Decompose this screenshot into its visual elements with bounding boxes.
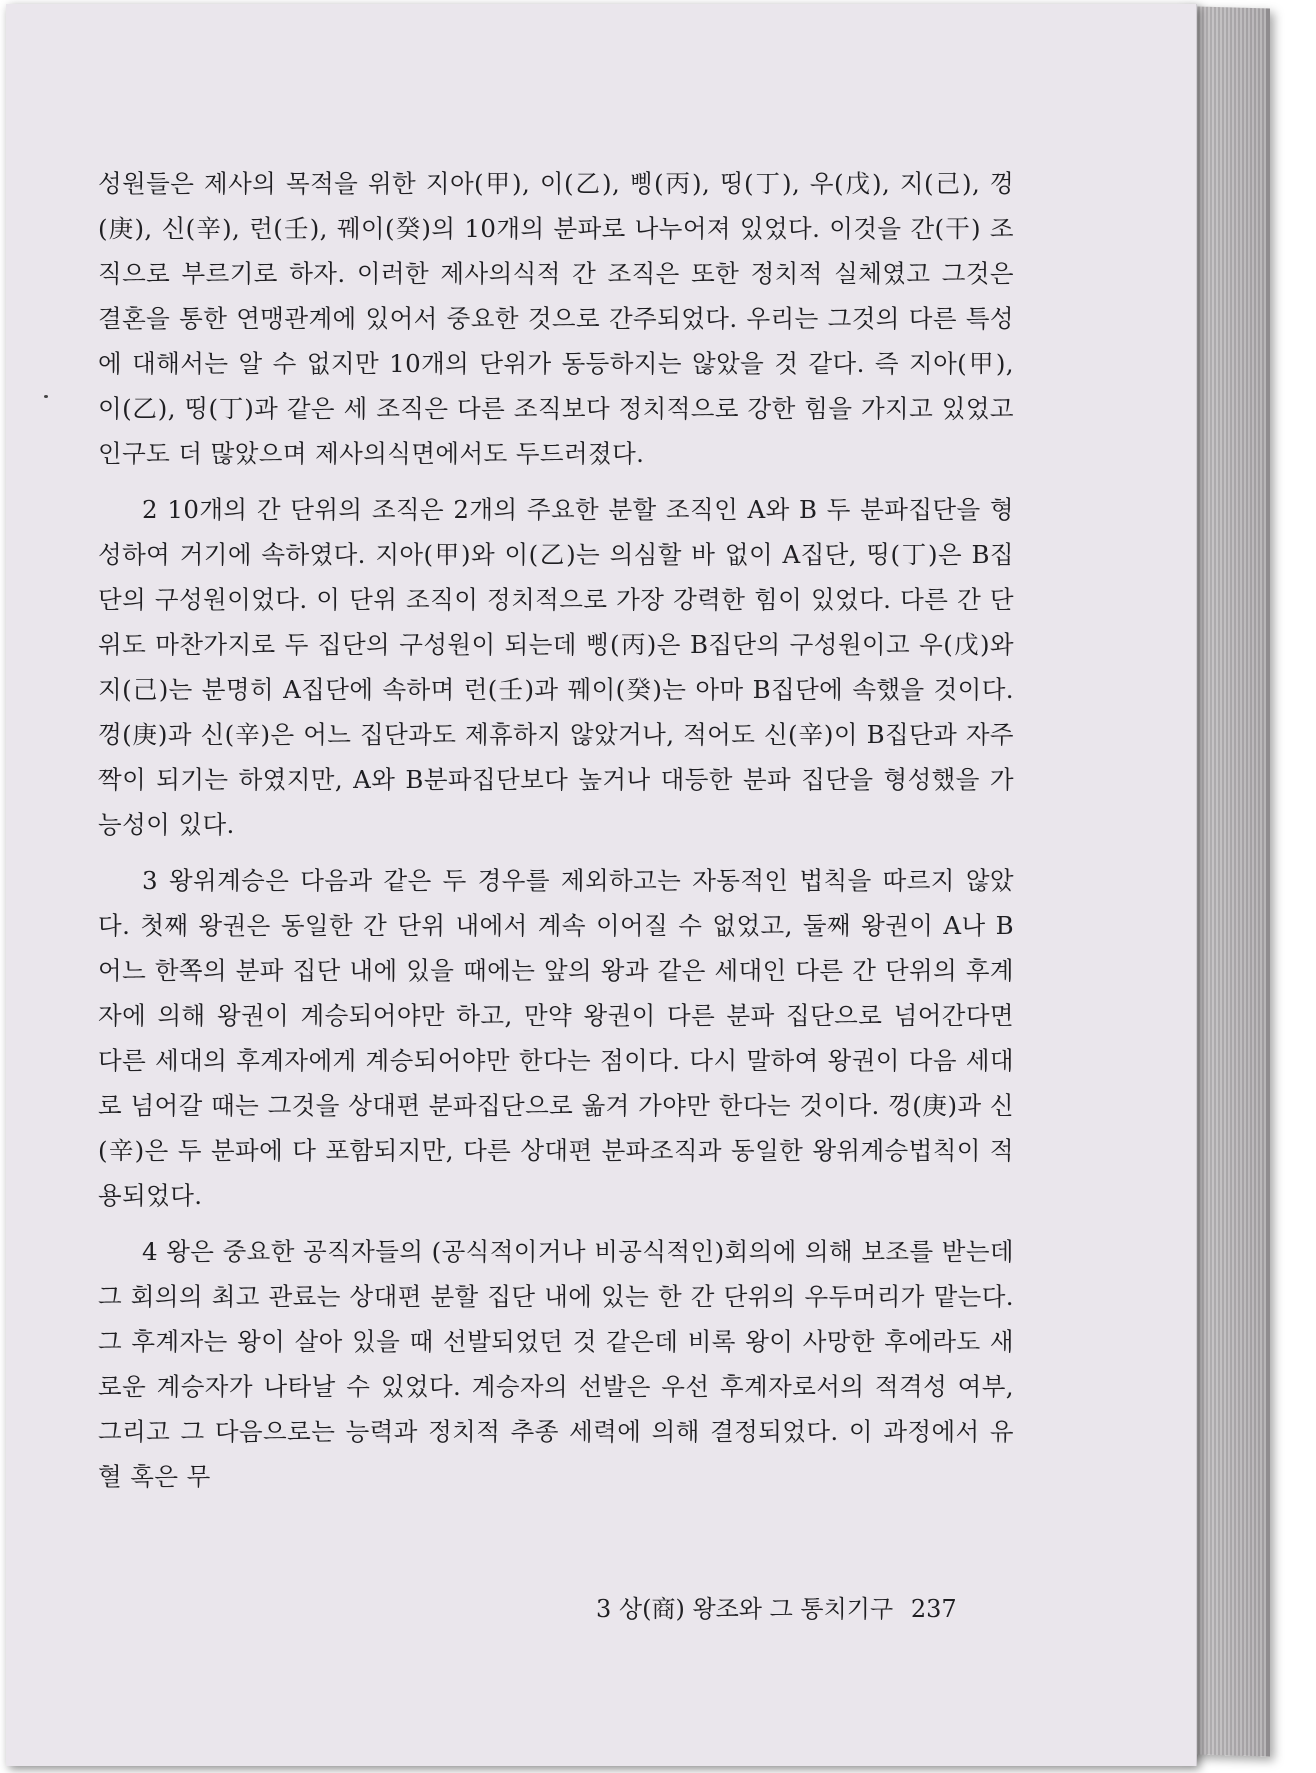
paragraph-1: 성원들은 제사의 목적을 위한 지아(甲), 이(乙), 삥(丙), 띵(丁), 우(戊), 지(己), 껑(庚), 신(辛), 런(壬), 꿰이(癸)의 10개의 분파로 나누어져 있었다. 이것을 간(干) 조직으로 부르기로 하자. 이러한 제사의식적 간 조직은 또한 정치적 실체였고 그것은 결혼을 통한 연맹관계에 있어서 중요한 것으로 간주되었다. 우리는 그것의 다른 특성에 대해서는 알 수 없지만 10개의 단위가 동등하지는 않았을 것 같다. 즉 지아(甲), 이(乙), 띵(丁)과 같은 세 조직은 다른 조직보다 정치적으로 강한 힘을 가지고 있었고 인구도 더 많았으며 제사의식면에서도 두드러졌다. (98, 169, 1014, 468)
book-page (6, 4, 1197, 1766)
page-footer (596, 1594, 1016, 1624)
paragraph-2: 2 10개의 간 단위의 조직은 2개의 주요한 분할 조직인 A와 B 두 분파집단을 형성하여 거기에 속하였다. 지아(甲)와 이(乙)는 의심할 바 없이 A집단, 띵(丁)은 B집단의 구성원이었다. 이 단위 조직이 정치적으로 가장 강력한 힘이 있었다. 다른 간 단위도 마찬가지로 두 집단의 구성원이 되는데 삥(丙)은 B집단의 구성원이고 우(戊)와 지(己)는 분명히 A집단에 속하며 런(壬)과 꿰이(癸)는 아마 B집단에 속했을 것이다. 껑(庚)과 신(辛)은 어느 집단과도 제휴하지 않았거나, 적어도 신(辛)이 B집단과 자주 짝이 되기는 하였지만, A와 B분파집단보다 높거나 대등한 분파 집단을 형성했을 가능성이 있다. (98, 495, 1014, 839)
paper-speck (44, 395, 48, 398)
running-head: 3 상(商) 왕조와 그 통치기구 (596, 1595, 894, 1623)
body-text (98, 161, 1014, 1510)
paragraph-4: 4 왕은 중요한 공직자들의 (공식적이거나 비공식적인)회의에 의해 보조를 받는데 그 회의의 최고 관료는 상대편 분할 집단 내에 있는 한 간 단위의 우두머리가 맡는다. 그 후계자는 왕이 살아 있을 때 선발되었던 것 같은데 비록 왕이 사망한 후에라도 새로운 계승자가 나타날 수 있었다. 계승자의 선발은 우선 후계자로서의 적격성 여부, 그리고 그 다음으로는 능력과 정치적 추종 세력에 의해 결정되었다. 이 과정에서 유혈 혹은 무 (98, 1237, 1014, 1491)
page-number: 237 (910, 1595, 957, 1623)
paragraph-3: 3 왕위계승은 다음과 같은 두 경우를 제외하고는 자동적인 법칙을 따르지 않았다. 첫째 왕권은 동일한 간 단위 내에서 계속 이어질 수 없었고, 둘째 왕권이 A나 B 어느 한쪽의 분파 집단 내에 있을 때에는 앞의 왕과 같은 세대인 다른 간 단위의 후계자에 의해 왕권이 계승되어야만 하고, 만약 왕권이 다른 분파 집단으로 넘어간다면 다른 세대의 후계자에게 계승되어야만 한다는 점이다. 다시 말하여 왕권이 다음 세대로 넘어갈 때는 그것을 상대편 분파집단으로 옮겨 가야만 한다는 것이다. 껑(庚)과 신(辛)은 두 분파에 다 포함되지만, 다른 상대편 분파조직과 동일한 왕위계승법칙이 적용되었다. (98, 866, 1014, 1210)
